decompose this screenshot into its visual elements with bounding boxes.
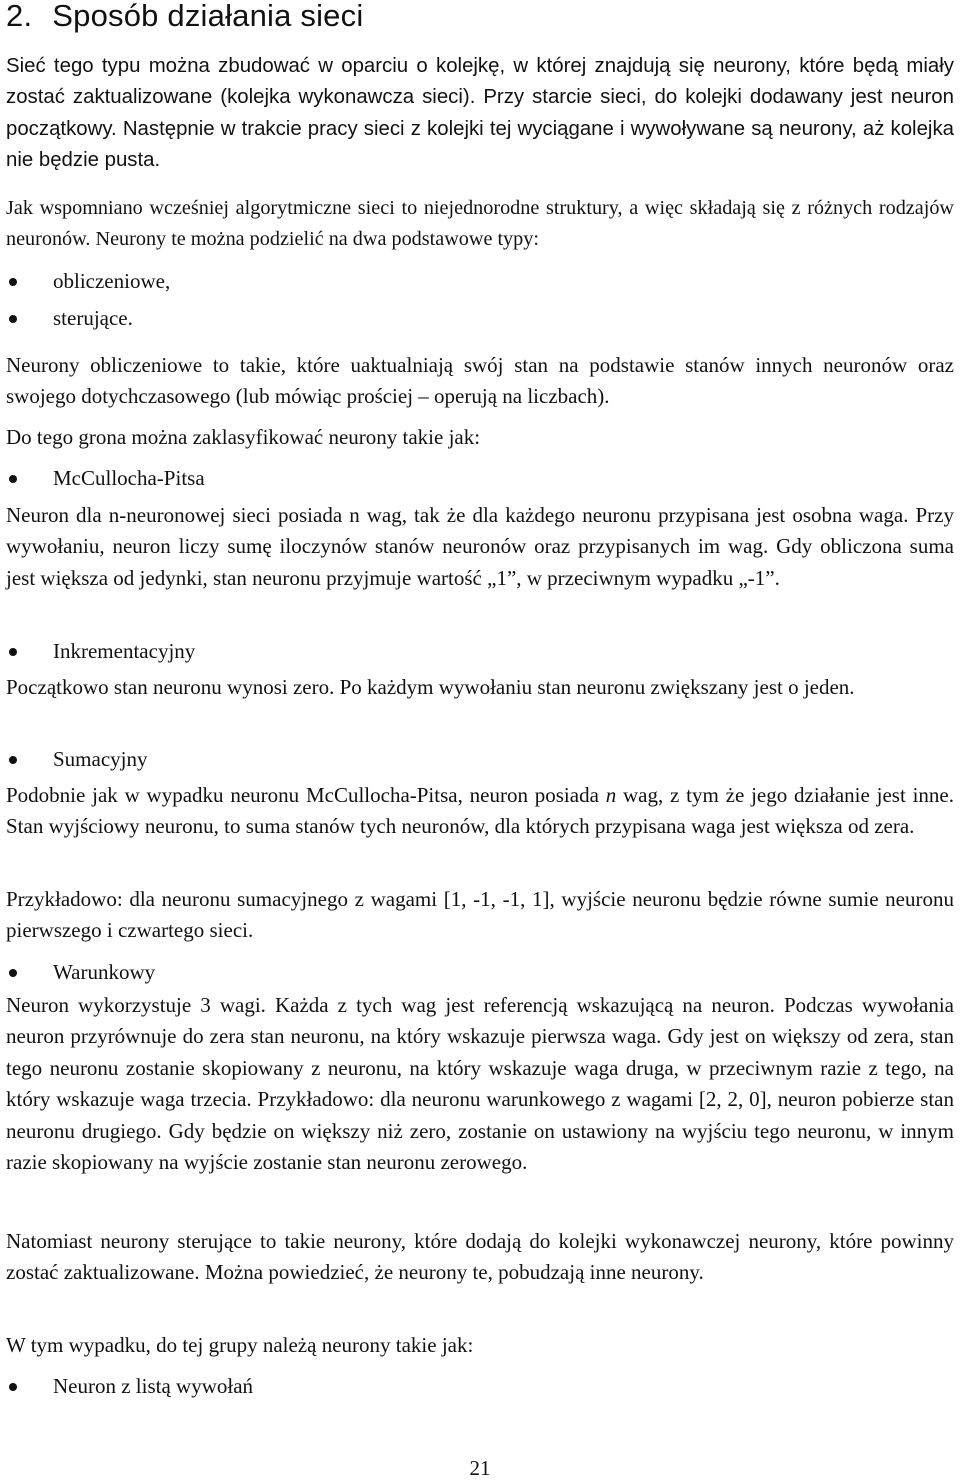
paragraph-computational-neurons: Neurony obliczeniowe to takie, które uaktualniają swój stan na podstawie stanów innych neuronów oraz swojego dotychczasowego (lub mówiąc prościej – operują na liczbach).	[6, 353, 954, 409]
paragraph-control-neurons: Natomiast neurony sterujące to takie neurony, które dodają do kolejki wykonawczej neurony, które powinny zostać zaktualizowane. Można powiedzieć, że neurony te, pobudzają inne neurony.	[6, 1229, 954, 1285]
bullet-label: obliczeniowe,	[53, 269, 171, 293]
section-title: Sposób działania sieci	[52, 0, 364, 33]
bullet-icon	[9, 475, 17, 483]
paragraph-queue-intro: Sieć tego typu można zbudować w oparciu o kolejkę, w której znajdują się neurony, które będą miały zostać zaktualizowane (kolejka wykonawcza sieci). Przy starcie sieci, do kolejki dodawany jest neuron początkowy. Następnie w trakcie pracy sieci z kolejki tej wyciągane i wywoływane są neurony, aż kolejka nie będzie pusta.	[6, 55, 954, 172]
paragraph-classification: Do tego grona można zaklasyfikować neurony takie jak:	[6, 425, 481, 449]
summing-text-start: Podobnie jak w wypadku neuronu McCullocha-Pitsa, neuron posiada	[6, 783, 606, 807]
summing-italic-n: n	[605, 783, 617, 807]
section-number: 2.	[6, 0, 33, 33]
bullet-label: Inkrementacyjny	[53, 639, 196, 663]
page-number: 21	[469, 1456, 491, 1480]
paragraph-incremental: Początkowo stan neuronu wynosi zero. Po każdym wywołaniu stan neuronu zwiększany jest o jeden.	[6, 675, 855, 699]
summing-text-end: wag, z tym że jego działanie jest inne. Stan wyjściowy neuronu, to suma stanów tych neuronów, dla których przypisana waga jest większa od zera.	[6, 783, 954, 839]
section-heading	[6, 0, 363, 34]
bullet-label: sterujące.	[53, 306, 133, 330]
bullet-label: Sumacyjny	[53, 747, 148, 771]
bullet-label: Neuron z listą wywołań	[53, 1374, 254, 1398]
bullet-icon	[9, 648, 17, 656]
bullet-label: Warunkowy	[53, 960, 156, 984]
bullet-label: McCullocha-Pitsa	[53, 466, 205, 490]
bullet-icon	[9, 1383, 17, 1391]
bullet-icon	[9, 756, 17, 764]
paragraph-summing-example: Przykładowo: dla neuronu sumacyjnego z wagami [1, -1, -1, 1], wyjście neuronu będzie równe sumie neuronu pierwszego i czwartego sieci.	[6, 887, 954, 943]
bullet-icon	[9, 315, 17, 323]
bullet-icon	[9, 969, 17, 977]
paragraph-mcculloch-pitts: Neuron dla n-neuronowej sieci posiada n wag, tak że dla każdego neuronu przypisana jest osobna waga. Przy wywołaniu, neuron liczy sumę iloczynów stanów neuronów oraz przypisanych im wag. Gdy obliczona suma jest większa od jedynki, stan neuronu przyjmuje wartość „1”, w przeciwnym wypadku „-1”.	[6, 503, 954, 590]
paragraph-summing	[6, 780, 954, 843]
paragraph-conditional: Neuron wykorzystuje 3 wagi. Każda z tych wag jest referencją wskazującą na neuron. Podczas wywołania neuron przyrównuje do zera stan neuronu, na który wskazuje pierwsza waga. Gdy jest on większy od zera, stan tego neuronu zostanie skopiowany z neuronu, na który wskazuje waga druga, w przeciwnym razie z tego, na który wskazuje waga trzecia. Przykładowo: dla neuronu warunkowego z wagami [2, 2, 0], neuron pobierze stan neuronu drugiego. Gdy będzie on większy niż zero, zostanie on ustawiony na wyjściu tego neuronu, w innym razie skopiowany na wyjście zostanie stan neuronu zerowego.	[6, 993, 954, 1175]
bullet-icon	[9, 278, 17, 286]
paragraph-control-group: W tym wypadku, do tej grupy należą neurony takie jak:	[6, 1333, 474, 1357]
paragraph-neuron-types: Jak wspomniano wcześniej algorytmiczne sieci to niejednorodne struktury, a więc składają się z różnych rodzajów neuronów. Neurony te można podzielić na dwa podstawowe typy:	[6, 197, 954, 251]
